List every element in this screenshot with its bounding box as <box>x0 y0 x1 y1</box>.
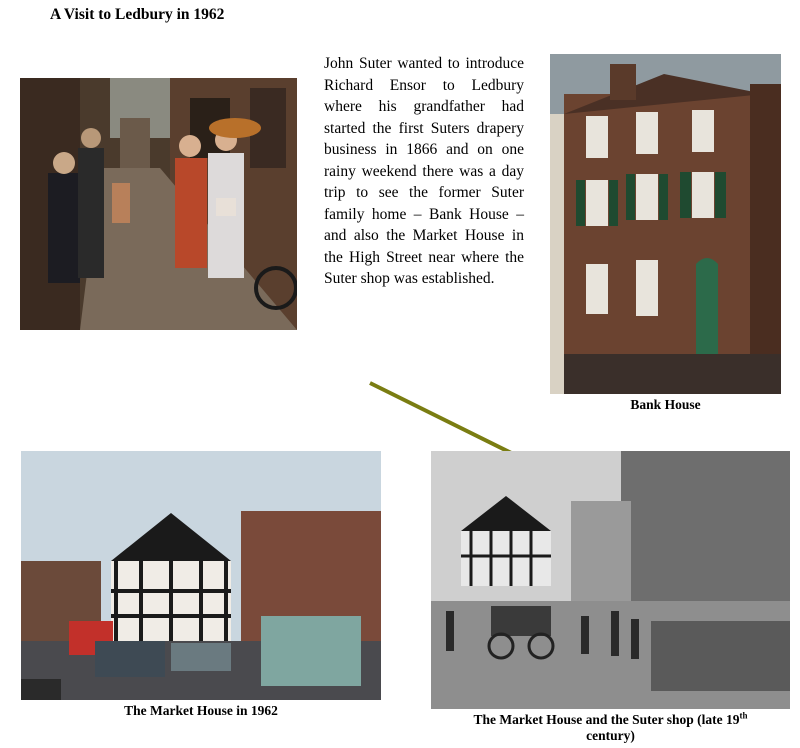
caption-line-1: The Market House and the Suter shop (late 19 <box>473 712 740 727</box>
page-title: A Visit to Ledbury in 1962 <box>50 6 225 23</box>
photo-market-house-1962 <box>21 451 381 700</box>
photo-street-family <box>20 78 297 330</box>
caption-line-2: century) <box>586 728 635 743</box>
photo-market-house-19th-century <box>431 451 790 709</box>
caption-market-house-19th-century <box>431 712 790 744</box>
caption-bank-house: Bank House <box>630 397 701 412</box>
caption-market-house-1962: The Market House in 1962 <box>124 703 278 718</box>
body-text: John Suter wanted to introduce Richard Ensor to Ledbury where his grandfather had started the first Suters drapery business in 1866 and on one rainy weekend there was a day trip to see the former Suter family home – Bank House – and also the Market House in the High Street near where the Suter shop was established. <box>324 55 524 287</box>
caption-superscript: th <box>739 710 748 721</box>
photo-bank-house <box>550 54 781 394</box>
